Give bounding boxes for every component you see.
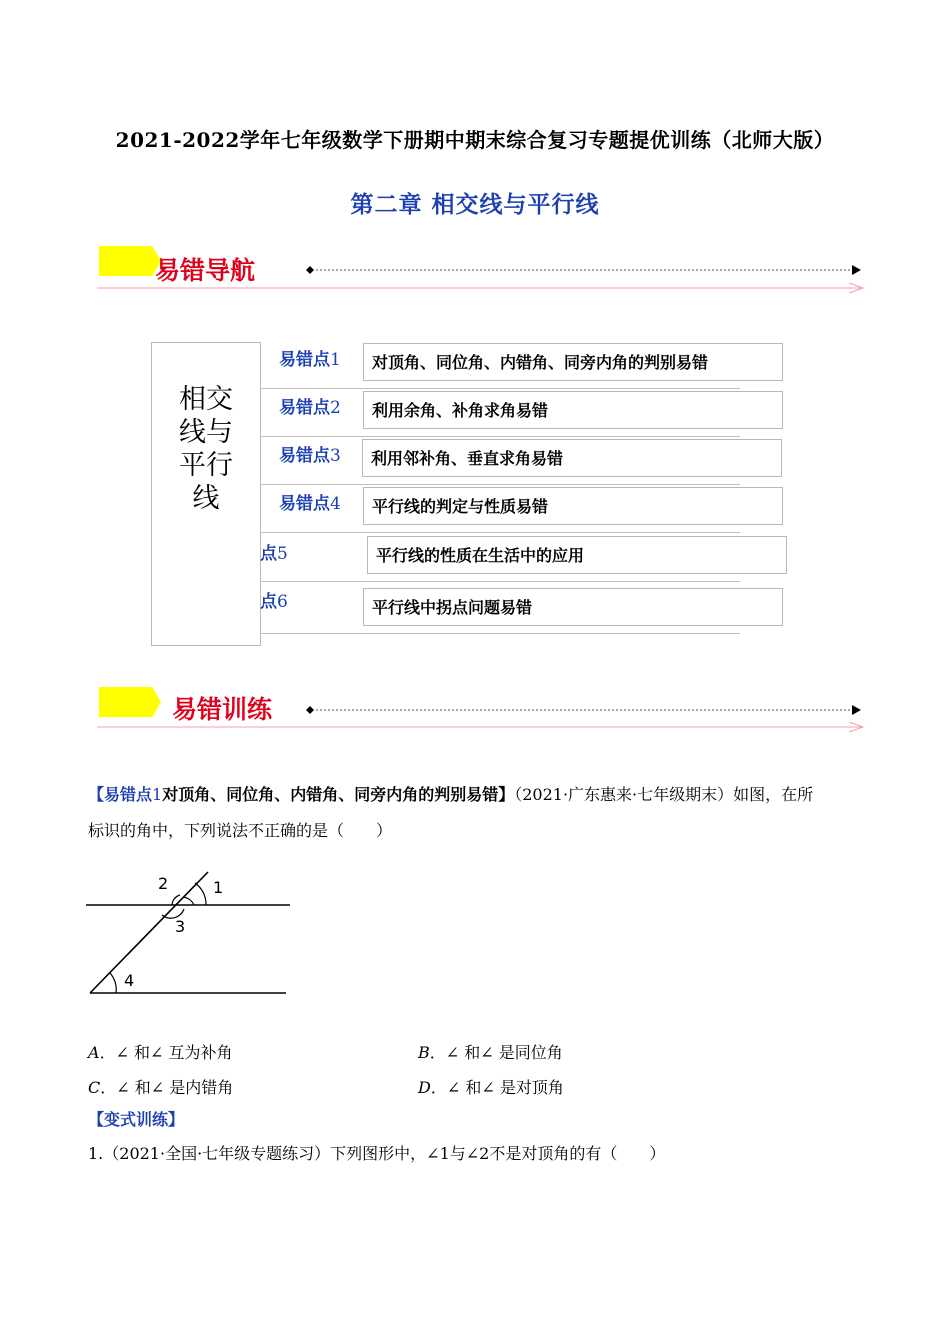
option-c[interactable]: C．∠ 和∠ 是内错角 — [88, 1078, 234, 1097]
nav-separator — [260, 436, 740, 437]
nav-separator — [260, 388, 740, 389]
option-a[interactable]: A．∠ 和∠ 互为补角 — [88, 1043, 233, 1062]
option-d[interactable]: D．∠ 和∠ 是对顶角 — [418, 1078, 564, 1097]
nav-banner-flag — [99, 246, 161, 276]
nav-point-box-4[interactable]: 平行线的判定与性质易错 — [363, 487, 783, 525]
nav-separator — [260, 484, 740, 485]
train-banner-flag — [99, 687, 161, 717]
nav-point-label-1: 易错点1 — [279, 350, 341, 370]
angle-label-1: 1 — [213, 878, 224, 897]
nav-banner-underline — [97, 281, 869, 295]
nav-point-box-1[interactable]: 对顶角、同位角、内错角、同旁内角的判别易错 — [363, 343, 783, 381]
nav-point-label-4: 易错点4 — [279, 494, 341, 514]
nav-separator — [260, 532, 740, 533]
nav-banner-title: 易错导航 — [155, 256, 256, 285]
nav-separator — [260, 581, 740, 582]
train-banner-underline — [97, 720, 869, 734]
document-title: 2021-2022学年七年级数学下册期中期末综合复习专题提优训练（北师大版） — [115, 128, 835, 152]
nav-point-label-5: 点5 — [260, 544, 288, 564]
question-line-1: 【易错点1对顶角、同位角、内错角、同旁内角的判别易错】（2021·广东惠来·七年级期末）如图，在所 — [88, 785, 814, 804]
chapter-title: 第二章 相交线与平行线 — [350, 191, 600, 218]
nav-point-label-6: 点6 — [260, 592, 288, 612]
nav-point-label-3: 易错点3 — [279, 446, 341, 466]
train-banner-title: 易错训练 — [172, 695, 273, 724]
option-b[interactable]: B．∠ 和∠ 是同位角 — [418, 1043, 563, 1062]
angle-label-2: 2 — [158, 874, 169, 893]
topic-card — [151, 342, 261, 646]
nav-point-box-3[interactable]: 利用邻补角、垂直求角易错 — [362, 439, 782, 477]
nav-point-box-6[interactable]: 平行线中拐点问题易错 — [363, 588, 783, 626]
nav-point-box-5[interactable]: 平行线的性质在生活中的应用 — [367, 536, 787, 574]
variant-question-1: 1.（2021·全国·七年级专题练习）下列图形中，∠1与∠2不是对顶角的有（ ） — [88, 1144, 666, 1163]
topic-card-title: 相交 线与 平行 线 — [179, 384, 233, 514]
angle-figure — [80, 868, 300, 1003]
angle-label-4: 4 — [124, 971, 135, 990]
question-line-2: 标识的角中，下列说法不正确的是（ ） — [88, 821, 393, 840]
variant-heading: 【变式训练】 — [88, 1110, 185, 1129]
angle-label-3: 3 — [175, 917, 186, 936]
nav-separator — [260, 633, 740, 634]
nav-point-box-2[interactable]: 利用余角、补角求角易错 — [363, 391, 783, 429]
nav-point-label-2: 易错点2 — [279, 398, 341, 418]
